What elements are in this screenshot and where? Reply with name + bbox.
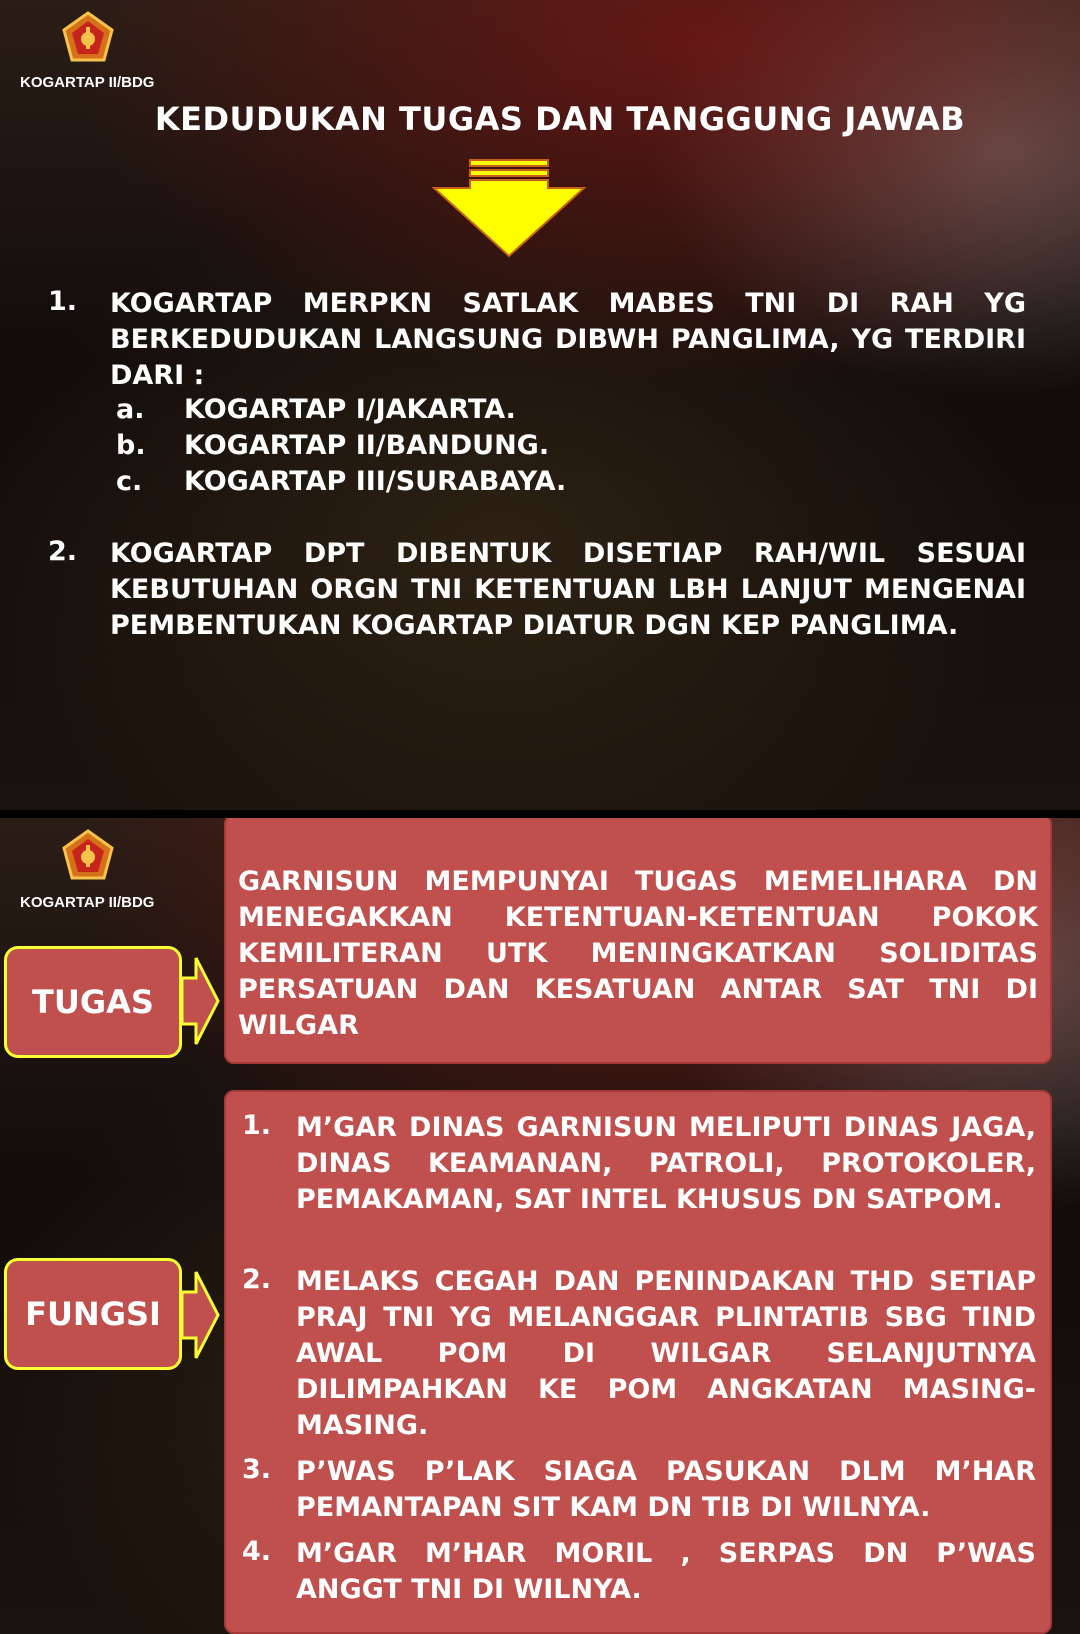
fungsi-item-1-text: M’GAR DINAS GARNISUN MELIPUTI DINAS JAGA, DINAS KEAMANAN, PATROLI, PROTOKOLER, PEMAKAMAN, SAT INTEL KHUSUS DN SATPOM. xyxy=(296,1112,1036,1215)
tugas-label: TUGAS xyxy=(4,946,182,1058)
tugas-text: GARNISUN MEMPUNYAI TUGAS MEMELIHARA DN MENEGAKKAN KETENTUAN-KETENTUAN POKOK KEMILITERAN UTK MENINGKATKAN SOLIDITAS PERSATUAN DAN KESATUAN ANTAR SAT TNI DI WILGAR xyxy=(238,866,1038,1041)
slide-kedudukan xyxy=(0,0,1080,810)
fungsi-item-4-number: 4. xyxy=(242,1536,272,1567)
item-2-text: KOGARTAP DPT DIBENTUK DISETIAP RAH/WIL SESUAI KEBUTUHAN ORGN TNI KETENTUAN LBH LANJUT MENGENAI PEMBENTUKAN KOGARTAP DIATUR DGN KEP PANGLIMA. xyxy=(110,538,1026,641)
right-arrow-icon xyxy=(180,956,220,1046)
unit-label: KOGARTAP II/BDG xyxy=(20,74,155,91)
fungsi-item-1-number: 1. xyxy=(242,1110,272,1141)
subitem-text: KOGARTAP III/SURABAYA. xyxy=(184,466,567,497)
subitem-b xyxy=(116,430,549,461)
fungsi-label: FUNGSI xyxy=(4,1258,182,1370)
subitem-text: KOGARTAP II/BANDUNG. xyxy=(184,430,550,461)
subitem-c xyxy=(116,466,566,497)
down-arrow-icon xyxy=(432,158,586,258)
emblem-icon xyxy=(60,10,116,66)
unit-label: KOGARTAP II/BDG xyxy=(20,894,155,911)
fungsi-item-3-text: P’WAS P’LAK SIAGA PASUKAN DLM M’HAR PEMANTAPAN SIT KAM DN TIB DI WILNYA. xyxy=(296,1456,1036,1523)
right-arrow-icon xyxy=(180,1270,220,1360)
subitem-letter: c. xyxy=(116,466,143,497)
subitem-letter: a. xyxy=(116,394,145,425)
fungsi-item-4-text: M’GAR M’HAR MORIL , SERPAS DN P’WAS ANGGT TNI DI WILNYA. xyxy=(296,1538,1036,1605)
slide-tugas-fungsi xyxy=(0,818,1080,1634)
item-1-number: 1. xyxy=(48,286,78,317)
emblem-icon xyxy=(60,828,116,884)
subitem-text: KOGARTAP I/JAKARTA. xyxy=(184,394,516,425)
item-1-text: KOGARTAP MERPKN SATLAK MABES TNI DI RAH YG BERKEDUDUKAN LANGSUNG DIBWH PANGLIMA, YG TERDIRI DARI : xyxy=(110,288,1026,391)
fungsi-item-2-number: 2. xyxy=(242,1264,272,1295)
fungsi-item-2-text: MELAKS CEGAH DAN PENINDAKAN THD SETIAP PRAJ TNI YG MELANGGAR PLINTATIB SBG TIND AWAL POM DI WILGAR SELANJUTNYA DILIMPAHKAN KE POM ANGKATAN MASING-MASING. xyxy=(296,1266,1036,1441)
subitem-a xyxy=(116,394,516,425)
subitem-letter: b. xyxy=(116,430,146,461)
fungsi-item-3-number: 3. xyxy=(242,1454,272,1485)
item-2-number: 2. xyxy=(48,536,78,567)
page-title: KEDUDUKAN TUGAS DAN TANGGUNG JAWAB xyxy=(154,100,966,138)
